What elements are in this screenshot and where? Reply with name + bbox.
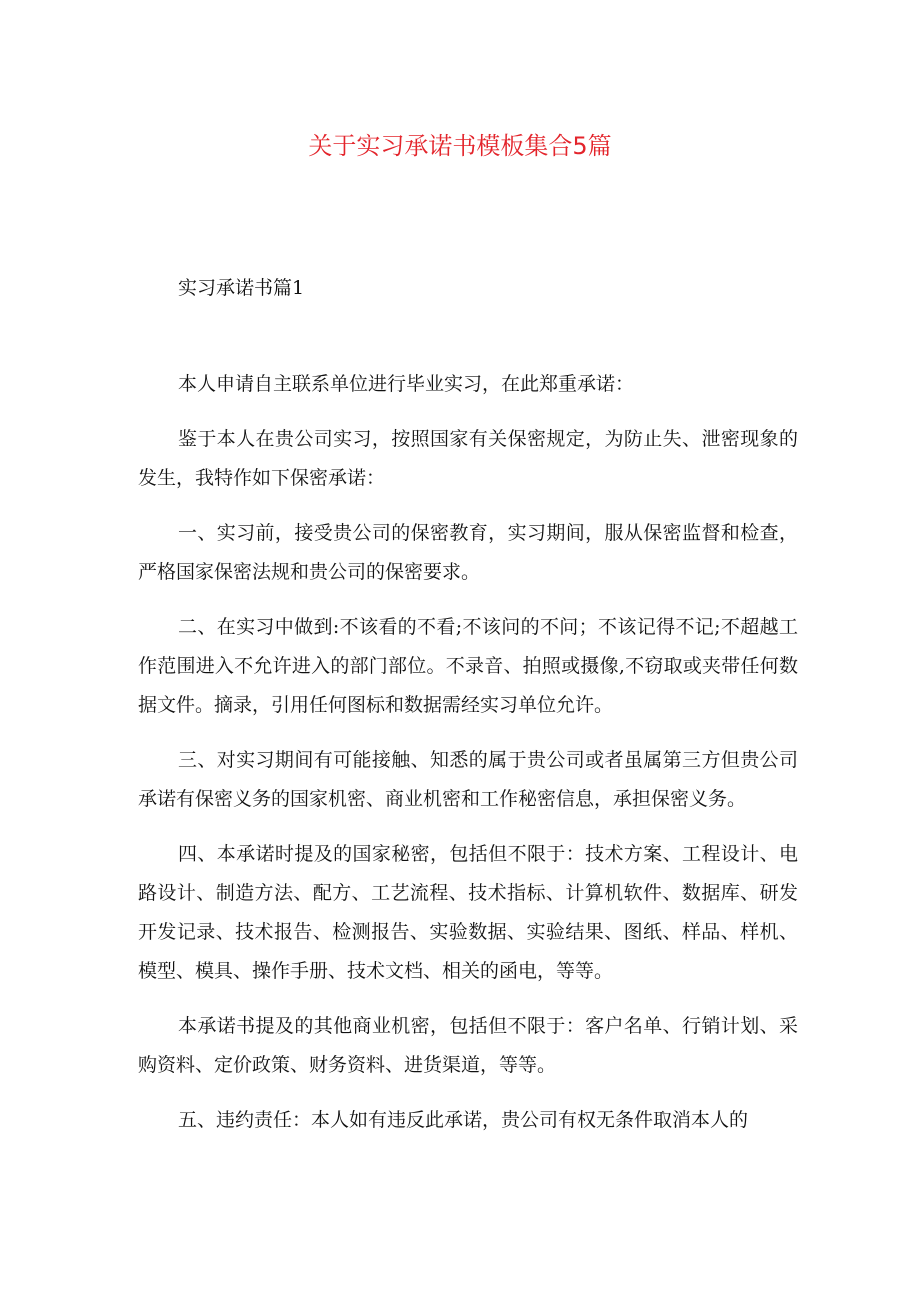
paragraph: 二、在实习中做到:不该看的不看;不该问的不问；不该记得不记;不超越工作范围进入不允许进入的部门部位。不录音、拍照或摄像,不窃取或夹带任何数据文件。摘录，引用任何图标和数据需经实习单位允许。 — [138, 616, 798, 716]
paragraph: 本人申请自主联系单位进行毕业实习，在此郑重承诺： — [178, 373, 635, 395]
section-heading: 实习承诺书篇1 — [178, 277, 305, 299]
document-body — [138, 365, 798, 1156]
document-title: 关于实习承诺书模板集合5篇 — [308, 132, 612, 160]
paragraph: 三、对实习期间有可能接触、知悉的属于贵公司或者虽属第三方但贵公司承诺有保密义务的国家机密、商业机密和工作秘密信息，承担保密义务。 — [138, 749, 798, 810]
paragraph: 本承诺书提及的其他商业机密，包括但不限于：客户名单、行销计划、采购资料、定价政策、财务资料、进货渠道，等等。 — [138, 1015, 798, 1076]
paragraph: 鉴于本人在贵公司实习，按照国家有关保密规定，为防止失、泄密现象的发生，我特作如下保密承诺： — [138, 428, 798, 489]
paragraph: 五、违约责任：本人如有违反此承诺，贵公司有权无条件取消本人的 — [178, 1109, 749, 1131]
paragraph: 四、本承诺时提及的国家秘密，包括但不限于：技术方案、工程设计、电路设计、制造方法、配方、工艺流程、技术指标、计算机软件、数据库、研发开发记录、技术报告、检测报告、实验数据、实验结果、图纸、样品、样机、模型、模具、操作手册、技术文档、相关的函电，等等。 — [138, 843, 798, 982]
paragraph: 一、实习前，接受贵公司的保密教育，实习期间，服从保密监督和检查，严格国家保密法规和贵公司的保密要求。 — [138, 522, 798, 583]
